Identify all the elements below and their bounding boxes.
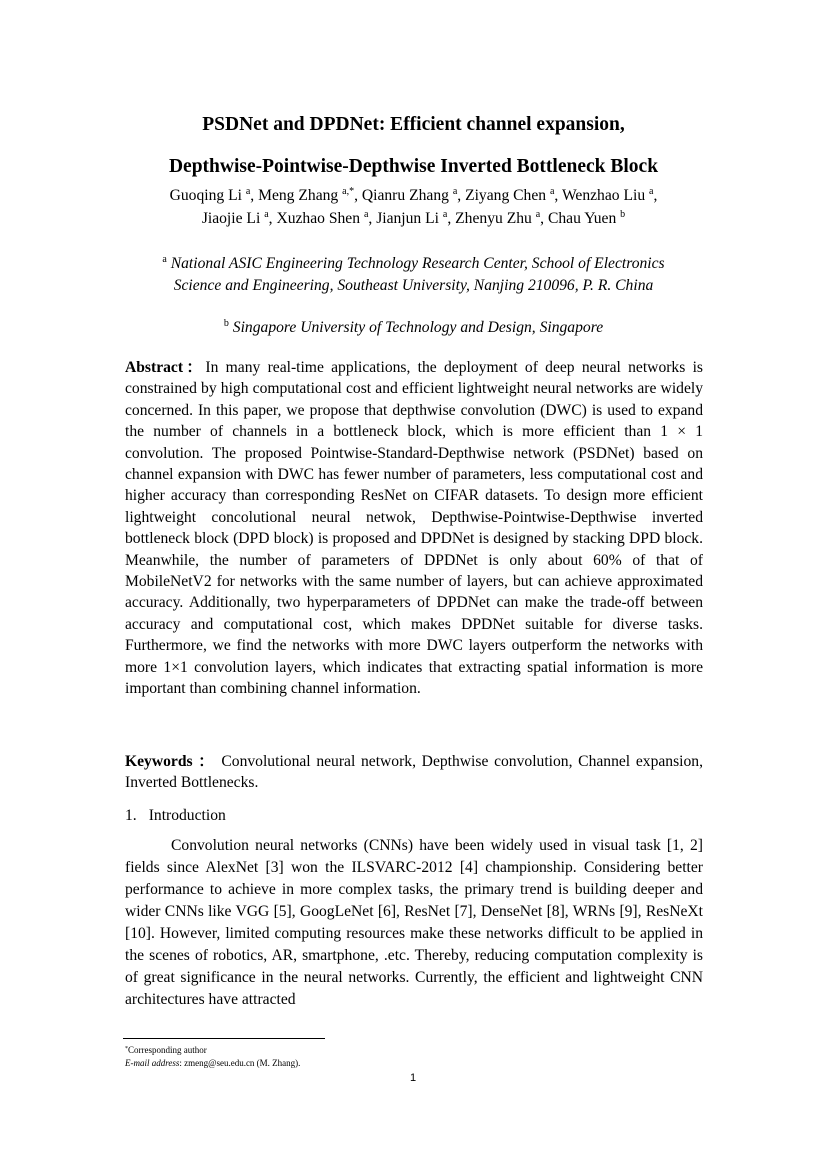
author: Meng Zhang $^{a,*}$, bbox=[258, 186, 362, 204]
footnote-email: E-mail address: zmeng@seu.edu.cn (M. Zhang). bbox=[125, 1058, 301, 1068]
page-number: 1 bbox=[409, 1072, 417, 1084]
affiliation-a-line-2: Science and Engineering, Southeast University, Nanjing 210096, P. R. China bbox=[173, 277, 654, 294]
author: Jiaojie Li $^a$, bbox=[201, 209, 277, 227]
author-list-line-1 bbox=[90, 186, 737, 206]
paper-title-line-2: Depthwise-Pointwise-Depthwise Inverted Bottleneck Block bbox=[168, 156, 659, 177]
affiliation-b: $^b$ Singapore University of Technology and Design, Singapore bbox=[223, 318, 604, 336]
intro-paragraph: Convolution neural networks (CNNs) have been widely used in visual task [1, 2] fields since AlexNet [3] won the ILSVARC-2012 [4] championship. Considering better performance to achieve in more complex tasks, the primary trend is building deeper and wider CNNs like VGG [5], GoogLeNet [6], ResNet [7], DenseNet [8], WRNs [9], ResNeXt [10]. However, limited computing resources make these networks difficult to be applied in the scenes of robotics, AR, smartphone, .etc. Thereby, reducing computation complexity is of great significance in the neural networks. Currently, the efficient and lightweight CNN architectures have attracted bbox=[125, 837, 703, 1008]
keywords-label: Keywords bbox=[125, 753, 193, 770]
keywords-text: Convolutional neural network, Depthwise convolution, Channel expansion, Inverted Bottlenecks. bbox=[125, 753, 703, 792]
author: Zhenyu Zhu $^a$, bbox=[455, 209, 548, 227]
author: Qianru Zhang $^a$, bbox=[361, 186, 466, 204]
author-list-line-2 bbox=[90, 209, 737, 229]
author: Ziyang Chen $^a$, bbox=[465, 186, 562, 204]
section-number: 1. bbox=[125, 807, 137, 824]
abstract-text: In many real-time applications, the deployment of deep neural networks is constrained by high computational cost and efficient lightweight neural networks are widely concerned. In this paper, we propose that depthwise convolution (DWC) is used to expand the number of channels in a bottleneck block, which is more efficient than 1 × 1 convolution. The proposed Pointwise-Standard-Depthwise network (PSDNet) based on channel expansion with DWC has fewer number of parameters, less computational cost and higher accuracy than corresponding ResNet on CIFAR datasets. To design more efficient lightweight concolutional neural netwok, Depthwise-Pointwise-Depthwise inverted bottleneck block (DPD block) is proposed and DPDNet is designed by stacking DPD block. Meanwhile, the number of parameters of DPDNet is only about 60% of that of MobileNetV2 for networks with the same number of layers, but can achieve approximated accuracy. Additionally, two hyperparameters of DPDNet can make the trade-off between accuracy and computational cost, which makes DPDNet suitable for diverse tasks. Furthermore, we find the networks with more DWC layers outperform the networks with more 1×1 convolution layers, which indicates that extracting spatial information is more important than combining channel information. bbox=[125, 359, 703, 698]
section-title: Introduction bbox=[148, 807, 226, 824]
affiliation-b-mark: b bbox=[223, 318, 229, 329]
footnote-divider bbox=[123, 1038, 325, 1039]
affiliation-a-line-1: $^a$ National ASIC Engineering Technology Research Center, School of Electronics bbox=[162, 254, 665, 272]
paper-title-line-1: PSDNet and DPDNet: Efficient channel expansion, bbox=[202, 114, 625, 135]
author: Guoqing Li $^a$, bbox=[169, 186, 259, 204]
abstract: Abstract：In many real-time applications, the deployment of deep neural networks is constrained by high computational cost and efficient lightweight neural networks are widely concerned. In this paper, we propose that depthwise convolution (DWC) is used to expand the number of channels in a bottleneck block, which is more efficient than 1 × 1 convolution. The proposed Pointwise-Standard-Depthwise network (PSDNet) based on channel expansion with DWC has fewer number of parameters, less computational cost and higher accuracy than corresponding ResNet on CIFAR datasets. To design more efficient lightweight concolutional neural netwok, Depthwise-Pointwise-Depthwise inverted bottleneck block (DPD block) is proposed and DPDNet is designed by stacking DPD block. Meanwhile, the number of parameters of DPDNet is only about 60% of that of MobileNetV2 for networks with the same number of layers, but can achieve approximated accuracy. Additionally, two hyperparameters of DPDNet can make the trade-off between accuracy and computational cost, which makes DPDNet suitable for diverse tasks. Furthermore, we find the networks with more DWC layers outperform the networks with more 1×1 convolution layers, which indicates that extracting spatial information is more important than combining channel information. bbox=[125, 359, 703, 698]
footnote-corresponding: *Corresponding author bbox=[125, 1045, 207, 1055]
author: Chau Yuen $^b$ bbox=[547, 209, 626, 227]
author: Jianjun Li $^a$, bbox=[376, 209, 456, 227]
section-heading-introduction bbox=[125, 805, 226, 826]
author: Wenzhao Liu $^a$, bbox=[561, 186, 658, 204]
keywords: Keywords ： Convolutional neural network, Depthwise convolution, Channel expansion, Inverted Bottlenecks. bbox=[125, 753, 703, 792]
author: Xuzhao Shen $^a$, bbox=[276, 209, 377, 227]
abstract-label: Abstract bbox=[125, 359, 184, 376]
affiliation-a-mark: a bbox=[162, 254, 167, 265]
